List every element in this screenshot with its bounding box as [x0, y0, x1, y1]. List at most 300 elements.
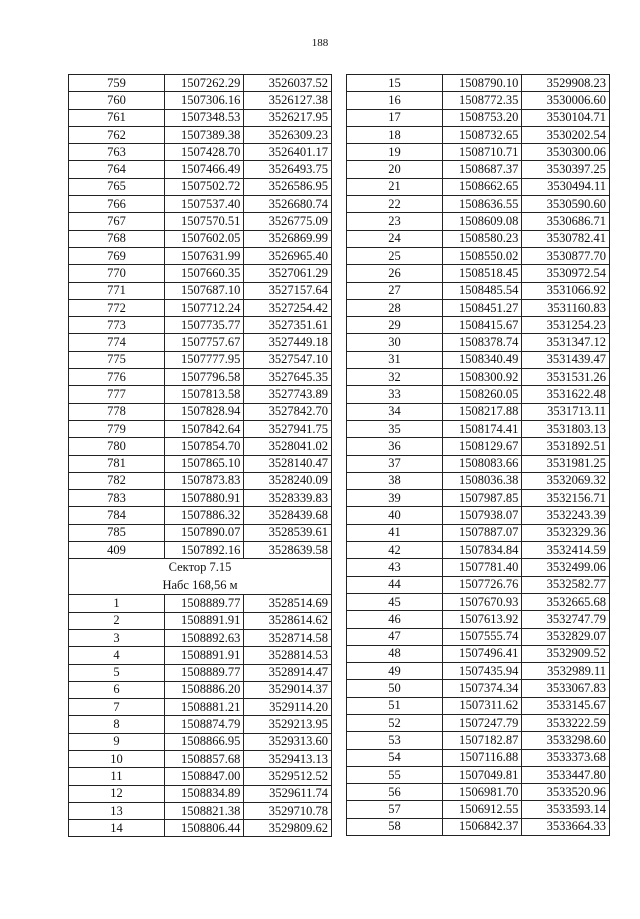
point-number-cell: 19 — [347, 144, 443, 161]
x-coordinate-cell: 1508174.41 — [442, 420, 521, 437]
x-coordinate-cell: 1508821.38 — [164, 802, 243, 819]
y-coordinate-cell: 3528240.09 — [244, 472, 332, 489]
y-coordinate-cell: 3527842.70 — [244, 403, 332, 420]
x-coordinate-cell: 1507389.38 — [164, 126, 243, 143]
point-number-cell: 10 — [69, 750, 165, 767]
y-coordinate-cell: 3532243.39 — [522, 507, 610, 524]
y-coordinate-cell: 3526680.74 — [244, 196, 332, 213]
point-number-cell: 1 — [69, 595, 165, 612]
table-row — [347, 749, 610, 766]
point-number-cell: 47 — [347, 628, 443, 645]
y-coordinate-cell: 3528614.62 — [244, 612, 332, 629]
point-number-cell: 9 — [69, 733, 165, 750]
table-row — [347, 178, 610, 195]
x-coordinate-cell: 1507116.88 — [442, 749, 521, 766]
x-coordinate-cell: 1507374.34 — [442, 680, 521, 697]
table-row — [347, 524, 610, 541]
x-coordinate-cell: 1507435.94 — [442, 663, 521, 680]
table-row — [69, 542, 332, 559]
y-coordinate-cell: 3526775.09 — [244, 213, 332, 230]
point-number-cell: 33 — [347, 386, 443, 403]
table-row — [69, 230, 332, 247]
y-coordinate-cell: 3530104.71 — [522, 109, 610, 126]
table-row — [347, 490, 610, 507]
table-row — [347, 196, 610, 213]
table-row — [347, 126, 610, 143]
x-coordinate-cell: 1507049.81 — [442, 766, 521, 783]
point-number-cell: 31 — [347, 351, 443, 368]
x-coordinate-cell: 1507873.83 — [164, 472, 243, 489]
table-row — [347, 559, 610, 576]
point-number-cell: 759 — [69, 75, 165, 92]
y-coordinate-cell: 3531892.51 — [522, 438, 610, 455]
x-coordinate-cell: 1508300.92 — [442, 369, 521, 386]
y-coordinate-cell: 3527351.61 — [244, 317, 332, 334]
x-coordinate-cell: 1508866.95 — [164, 733, 243, 750]
y-coordinate-cell: 3530202.54 — [522, 126, 610, 143]
point-number-cell: 54 — [347, 749, 443, 766]
point-number-cell: 772 — [69, 299, 165, 316]
table-row — [69, 595, 332, 612]
x-coordinate-cell: 1508415.67 — [442, 317, 521, 334]
x-coordinate-cell: 1507726.76 — [442, 576, 521, 593]
point-number-cell: 764 — [69, 161, 165, 178]
y-coordinate-cell: 3533593.14 — [522, 801, 610, 818]
table-row — [69, 265, 332, 282]
point-number-cell: 28 — [347, 299, 443, 316]
table-row — [347, 818, 610, 835]
table-row — [347, 92, 610, 109]
y-coordinate-cell: 3530397.25 — [522, 161, 610, 178]
y-coordinate-cell: 3532829.07 — [522, 628, 610, 645]
point-number-cell: 41 — [347, 524, 443, 541]
point-number-cell: 57 — [347, 801, 443, 818]
point-number-cell: 779 — [69, 420, 165, 437]
x-coordinate-cell: 1506981.70 — [442, 784, 521, 801]
table-row — [347, 801, 610, 818]
x-coordinate-cell: 1507466.49 — [164, 161, 243, 178]
y-coordinate-cell: 3531981.25 — [522, 455, 610, 472]
section-header — [69, 559, 332, 595]
table-row — [347, 161, 610, 178]
point-number-cell: 771 — [69, 282, 165, 299]
table-row — [347, 403, 610, 420]
point-number-cell: 6 — [69, 681, 165, 698]
table-row — [69, 334, 332, 351]
point-number-cell: 2 — [69, 612, 165, 629]
y-coordinate-cell: 3532414.59 — [522, 542, 610, 559]
table-row — [69, 247, 332, 264]
point-number-cell: 763 — [69, 144, 165, 161]
point-number-cell: 16 — [347, 92, 443, 109]
x-coordinate-cell: 1508580.23 — [442, 230, 521, 247]
y-coordinate-cell: 3532329.36 — [522, 524, 610, 541]
y-coordinate-cell: 3528539.61 — [244, 524, 332, 541]
y-coordinate-cell: 3532069.32 — [522, 472, 610, 489]
x-coordinate-cell: 1508518.45 — [442, 265, 521, 282]
y-coordinate-cell: 3526127.38 — [244, 92, 332, 109]
x-coordinate-cell: 1507938.07 — [442, 507, 521, 524]
point-number-cell: 7 — [69, 699, 165, 716]
table-row — [347, 420, 610, 437]
point-number-cell: 780 — [69, 438, 165, 455]
y-coordinate-cell: 3530877.70 — [522, 247, 610, 264]
point-number-cell: 14 — [69, 820, 165, 837]
x-coordinate-cell: 1507262.29 — [164, 75, 243, 92]
point-number-cell: 35 — [347, 420, 443, 437]
table-row — [347, 784, 610, 801]
table-row — [347, 611, 610, 628]
x-coordinate-cell: 1508891.91 — [164, 647, 243, 664]
point-number-cell: 12 — [69, 785, 165, 802]
table-row — [69, 455, 332, 472]
point-number-cell: 38 — [347, 472, 443, 489]
y-coordinate-cell: 3527061.29 — [244, 265, 332, 282]
y-coordinate-cell: 3530782.41 — [522, 230, 610, 247]
table-row — [347, 75, 610, 92]
x-coordinate-cell: 1506842.37 — [442, 818, 521, 835]
x-coordinate-cell: 1507182.87 — [442, 732, 521, 749]
point-number-cell: 39 — [347, 490, 443, 507]
point-number-cell: 781 — [69, 455, 165, 472]
y-coordinate-cell: 3531713.11 — [522, 403, 610, 420]
x-coordinate-cell: 1508687.37 — [442, 161, 521, 178]
y-coordinate-cell: 3531439.47 — [522, 351, 610, 368]
table-row — [69, 472, 332, 489]
table-row — [69, 716, 332, 733]
x-coordinate-cell: 1508451.27 — [442, 299, 521, 316]
point-number-cell: 767 — [69, 213, 165, 230]
x-coordinate-cell: 1508036.38 — [442, 472, 521, 489]
point-number-cell: 48 — [347, 645, 443, 662]
point-number-cell: 20 — [347, 161, 443, 178]
x-coordinate-cell: 1508609.08 — [442, 213, 521, 230]
table-row — [347, 455, 610, 472]
x-coordinate-cell: 1508378.74 — [442, 334, 521, 351]
point-number-cell: 46 — [347, 611, 443, 628]
x-coordinate-cell: 1508662.65 — [442, 178, 521, 195]
x-coordinate-cell: 1507247.79 — [442, 714, 521, 731]
x-coordinate-cell: 1507670.93 — [442, 593, 521, 610]
y-coordinate-cell: 3528339.83 — [244, 490, 332, 507]
y-coordinate-cell: 3529710.78 — [244, 802, 332, 819]
x-coordinate-cell: 1507865.10 — [164, 455, 243, 472]
point-number-cell: 775 — [69, 351, 165, 368]
y-coordinate-cell: 3526586.95 — [244, 178, 332, 195]
x-coordinate-cell: 1508710.71 — [442, 144, 521, 161]
y-coordinate-cell: 3530494.11 — [522, 178, 610, 195]
y-coordinate-cell: 3528714.58 — [244, 629, 332, 646]
coordinates-table-left — [68, 74, 332, 837]
table-row — [69, 75, 332, 92]
point-number-cell: 26 — [347, 265, 443, 282]
table-row — [347, 714, 610, 731]
y-coordinate-cell: 3533373.68 — [522, 749, 610, 766]
section-title: Сектор 7.15 — [168, 560, 232, 575]
table-row — [69, 282, 332, 299]
x-coordinate-cell: 1507892.16 — [164, 542, 243, 559]
table-row — [69, 820, 332, 837]
point-number-cell: 22 — [347, 196, 443, 213]
x-coordinate-cell: 1507834.84 — [442, 542, 521, 559]
table-row — [69, 629, 332, 646]
x-coordinate-cell: 1507631.99 — [164, 247, 243, 264]
x-coordinate-cell: 1508550.02 — [442, 247, 521, 264]
table-row — [69, 126, 332, 143]
y-coordinate-cell: 3529512.52 — [244, 768, 332, 785]
y-coordinate-cell: 3531622.48 — [522, 386, 610, 403]
table-row — [69, 507, 332, 524]
table-row — [69, 109, 332, 126]
table-row — [69, 785, 332, 802]
y-coordinate-cell: 3533447.80 — [522, 766, 610, 783]
y-coordinate-cell: 3527157.64 — [244, 282, 332, 299]
table-row — [347, 386, 610, 403]
point-number-cell: 55 — [347, 766, 443, 783]
point-number-cell: 21 — [347, 178, 443, 195]
x-coordinate-cell: 1508889.77 — [164, 595, 243, 612]
y-coordinate-cell: 3528140.47 — [244, 455, 332, 472]
y-coordinate-cell: 3531531.26 — [522, 369, 610, 386]
table-row — [69, 802, 332, 819]
table-row — [69, 681, 332, 698]
y-coordinate-cell: 3529114.20 — [244, 699, 332, 716]
point-number-cell: 783 — [69, 490, 165, 507]
y-coordinate-cell: 3530972.54 — [522, 265, 610, 282]
y-coordinate-cell: 3527941.75 — [244, 420, 332, 437]
point-number-cell: 777 — [69, 386, 165, 403]
x-coordinate-cell: 1507987.85 — [442, 490, 521, 507]
y-coordinate-cell: 3529809.62 — [244, 820, 332, 837]
y-coordinate-cell: 3532989.11 — [522, 663, 610, 680]
point-number-cell: 768 — [69, 230, 165, 247]
y-coordinate-cell: 3528439.68 — [244, 507, 332, 524]
x-coordinate-cell: 1507887.07 — [442, 524, 521, 541]
point-number-cell: 56 — [347, 784, 443, 801]
x-coordinate-cell: 1507660.35 — [164, 265, 243, 282]
y-coordinate-cell: 3530686.71 — [522, 213, 610, 230]
point-number-cell: 761 — [69, 109, 165, 126]
table-row — [69, 317, 332, 334]
x-coordinate-cell: 1507613.92 — [442, 611, 521, 628]
y-coordinate-cell: 3526309.23 — [244, 126, 332, 143]
y-coordinate-cell: 3531160.83 — [522, 299, 610, 316]
y-coordinate-cell: 3532156.71 — [522, 490, 610, 507]
x-coordinate-cell: 1508891.91 — [164, 612, 243, 629]
point-number-cell: 4 — [69, 647, 165, 664]
x-coordinate-cell: 1507537.40 — [164, 196, 243, 213]
point-number-cell: 45 — [347, 593, 443, 610]
point-number-cell: 3 — [69, 629, 165, 646]
point-number-cell: 37 — [347, 455, 443, 472]
table-row — [69, 178, 332, 195]
x-coordinate-cell: 1508340.49 — [442, 351, 521, 368]
x-coordinate-cell: 1507428.70 — [164, 144, 243, 161]
y-coordinate-cell: 3531347.12 — [522, 334, 610, 351]
point-number-cell: 784 — [69, 507, 165, 524]
y-coordinate-cell: 3527645.35 — [244, 369, 332, 386]
point-number-cell: 5 — [69, 664, 165, 681]
table-row — [347, 766, 610, 783]
table-row — [347, 697, 610, 714]
point-number-cell: 13 — [69, 802, 165, 819]
x-coordinate-cell: 1508881.21 — [164, 699, 243, 716]
y-coordinate-cell: 3529313.60 — [244, 733, 332, 750]
table-row — [69, 647, 332, 664]
table-row — [69, 403, 332, 420]
x-coordinate-cell: 1508874.79 — [164, 716, 243, 733]
table-row — [347, 282, 610, 299]
table-row — [347, 645, 610, 662]
point-number-cell: 30 — [347, 334, 443, 351]
x-coordinate-cell: 1507828.94 — [164, 403, 243, 420]
x-coordinate-cell: 1508886.20 — [164, 681, 243, 698]
table-row — [69, 420, 332, 437]
y-coordinate-cell: 3533520.96 — [522, 784, 610, 801]
y-coordinate-cell: 3527449.18 — [244, 334, 332, 351]
y-coordinate-cell: 3532582.77 — [522, 576, 610, 593]
y-coordinate-cell: 3532747.79 — [522, 611, 610, 628]
point-number-cell: 773 — [69, 317, 165, 334]
x-coordinate-cell: 1507777.95 — [164, 351, 243, 368]
point-number-cell: 774 — [69, 334, 165, 351]
x-coordinate-cell: 1508485.54 — [442, 282, 521, 299]
x-coordinate-cell: 1507757.67 — [164, 334, 243, 351]
point-number-cell: 32 — [347, 369, 443, 386]
x-coordinate-cell: 1508083.66 — [442, 455, 521, 472]
x-coordinate-cell: 1508806.44 — [164, 820, 243, 837]
point-number-cell: 778 — [69, 403, 165, 420]
table-row — [347, 507, 610, 524]
y-coordinate-cell: 3530300.06 — [522, 144, 610, 161]
point-number-cell: 770 — [69, 265, 165, 282]
table-row — [347, 334, 610, 351]
point-number-cell: 409 — [69, 542, 165, 559]
point-number-cell: 49 — [347, 663, 443, 680]
y-coordinate-cell: 3531803.13 — [522, 420, 610, 437]
x-coordinate-cell: 1508847.00 — [164, 768, 243, 785]
table-row — [347, 247, 610, 264]
x-coordinate-cell: 1507842.64 — [164, 420, 243, 437]
x-coordinate-cell: 1507813.58 — [164, 386, 243, 403]
x-coordinate-cell: 1508732.65 — [442, 126, 521, 143]
y-coordinate-cell: 3533067.83 — [522, 680, 610, 697]
point-number-cell: 42 — [347, 542, 443, 559]
x-coordinate-cell: 1508790.10 — [442, 75, 521, 92]
y-coordinate-cell: 3527547.10 — [244, 351, 332, 368]
point-number-cell: 17 — [347, 109, 443, 126]
section-subtitle: Набс 168,56 м — [162, 577, 238, 592]
table-row — [69, 524, 332, 541]
y-coordinate-cell: 3526493.75 — [244, 161, 332, 178]
y-coordinate-cell: 3527743.89 — [244, 386, 332, 403]
table-row — [69, 438, 332, 455]
x-coordinate-cell: 1507854.70 — [164, 438, 243, 455]
point-number-cell: 776 — [69, 369, 165, 386]
point-number-cell: 36 — [347, 438, 443, 455]
table-row — [347, 680, 610, 697]
y-coordinate-cell: 3533145.67 — [522, 697, 610, 714]
x-coordinate-cell: 1508217.88 — [442, 403, 521, 420]
table-row — [347, 472, 610, 489]
y-coordinate-cell: 3532499.06 — [522, 559, 610, 576]
table-row — [69, 299, 332, 316]
x-coordinate-cell: 1507570.51 — [164, 213, 243, 230]
table-row — [347, 299, 610, 316]
table-row — [69, 664, 332, 681]
y-coordinate-cell: 3529611.74 — [244, 785, 332, 802]
table-row — [69, 733, 332, 750]
table-row — [347, 628, 610, 645]
x-coordinate-cell: 1508834.89 — [164, 785, 243, 802]
point-number-cell: 53 — [347, 732, 443, 749]
x-coordinate-cell: 1507886.32 — [164, 507, 243, 524]
point-number-cell: 15 — [347, 75, 443, 92]
point-number-cell: 50 — [347, 680, 443, 697]
point-number-cell: 766 — [69, 196, 165, 213]
point-number-cell: 44 — [347, 576, 443, 593]
point-number-cell: 51 — [347, 697, 443, 714]
table-row — [347, 593, 610, 610]
point-number-cell: 58 — [347, 818, 443, 835]
x-coordinate-cell: 1508772.35 — [442, 92, 521, 109]
y-coordinate-cell: 3528914.47 — [244, 664, 332, 681]
point-number-cell: 25 — [347, 247, 443, 264]
point-number-cell: 760 — [69, 92, 165, 109]
table-row — [347, 265, 610, 282]
y-coordinate-cell: 3529908.23 — [522, 75, 610, 92]
table-row — [347, 144, 610, 161]
point-number-cell: 24 — [347, 230, 443, 247]
table-row — [69, 612, 332, 629]
y-coordinate-cell: 3531066.92 — [522, 282, 610, 299]
table-row — [347, 542, 610, 559]
table-row — [347, 317, 610, 334]
y-coordinate-cell: 3533298.60 — [522, 732, 610, 749]
x-coordinate-cell: 1508857.68 — [164, 750, 243, 767]
x-coordinate-cell: 1507735.77 — [164, 317, 243, 334]
point-number-cell: 11 — [69, 768, 165, 785]
y-coordinate-cell: 3529413.13 — [244, 750, 332, 767]
x-coordinate-cell: 1506912.55 — [442, 801, 521, 818]
table-row — [69, 490, 332, 507]
table-row — [347, 369, 610, 386]
x-coordinate-cell: 1508753.20 — [442, 109, 521, 126]
y-coordinate-cell: 3533664.33 — [522, 818, 610, 835]
table-row — [347, 213, 610, 230]
section-header-row — [69, 559, 332, 595]
table-row — [69, 196, 332, 213]
y-coordinate-cell: 3526401.17 — [244, 144, 332, 161]
x-coordinate-cell: 1507496.41 — [442, 645, 521, 662]
point-number-cell: 782 — [69, 472, 165, 489]
table-row — [69, 144, 332, 161]
table-row — [347, 663, 610, 680]
x-coordinate-cell: 1507712.24 — [164, 299, 243, 316]
y-coordinate-cell: 3526869.99 — [244, 230, 332, 247]
table-row — [347, 732, 610, 749]
table-row — [347, 230, 610, 247]
point-number-cell: 43 — [347, 559, 443, 576]
point-number-cell: 785 — [69, 524, 165, 541]
table-row — [347, 576, 610, 593]
y-coordinate-cell: 3529213.95 — [244, 716, 332, 733]
y-coordinate-cell: 3528041.02 — [244, 438, 332, 455]
point-number-cell: 765 — [69, 178, 165, 195]
y-coordinate-cell: 3528514.69 — [244, 595, 332, 612]
table-row — [69, 369, 332, 386]
table-row — [347, 438, 610, 455]
